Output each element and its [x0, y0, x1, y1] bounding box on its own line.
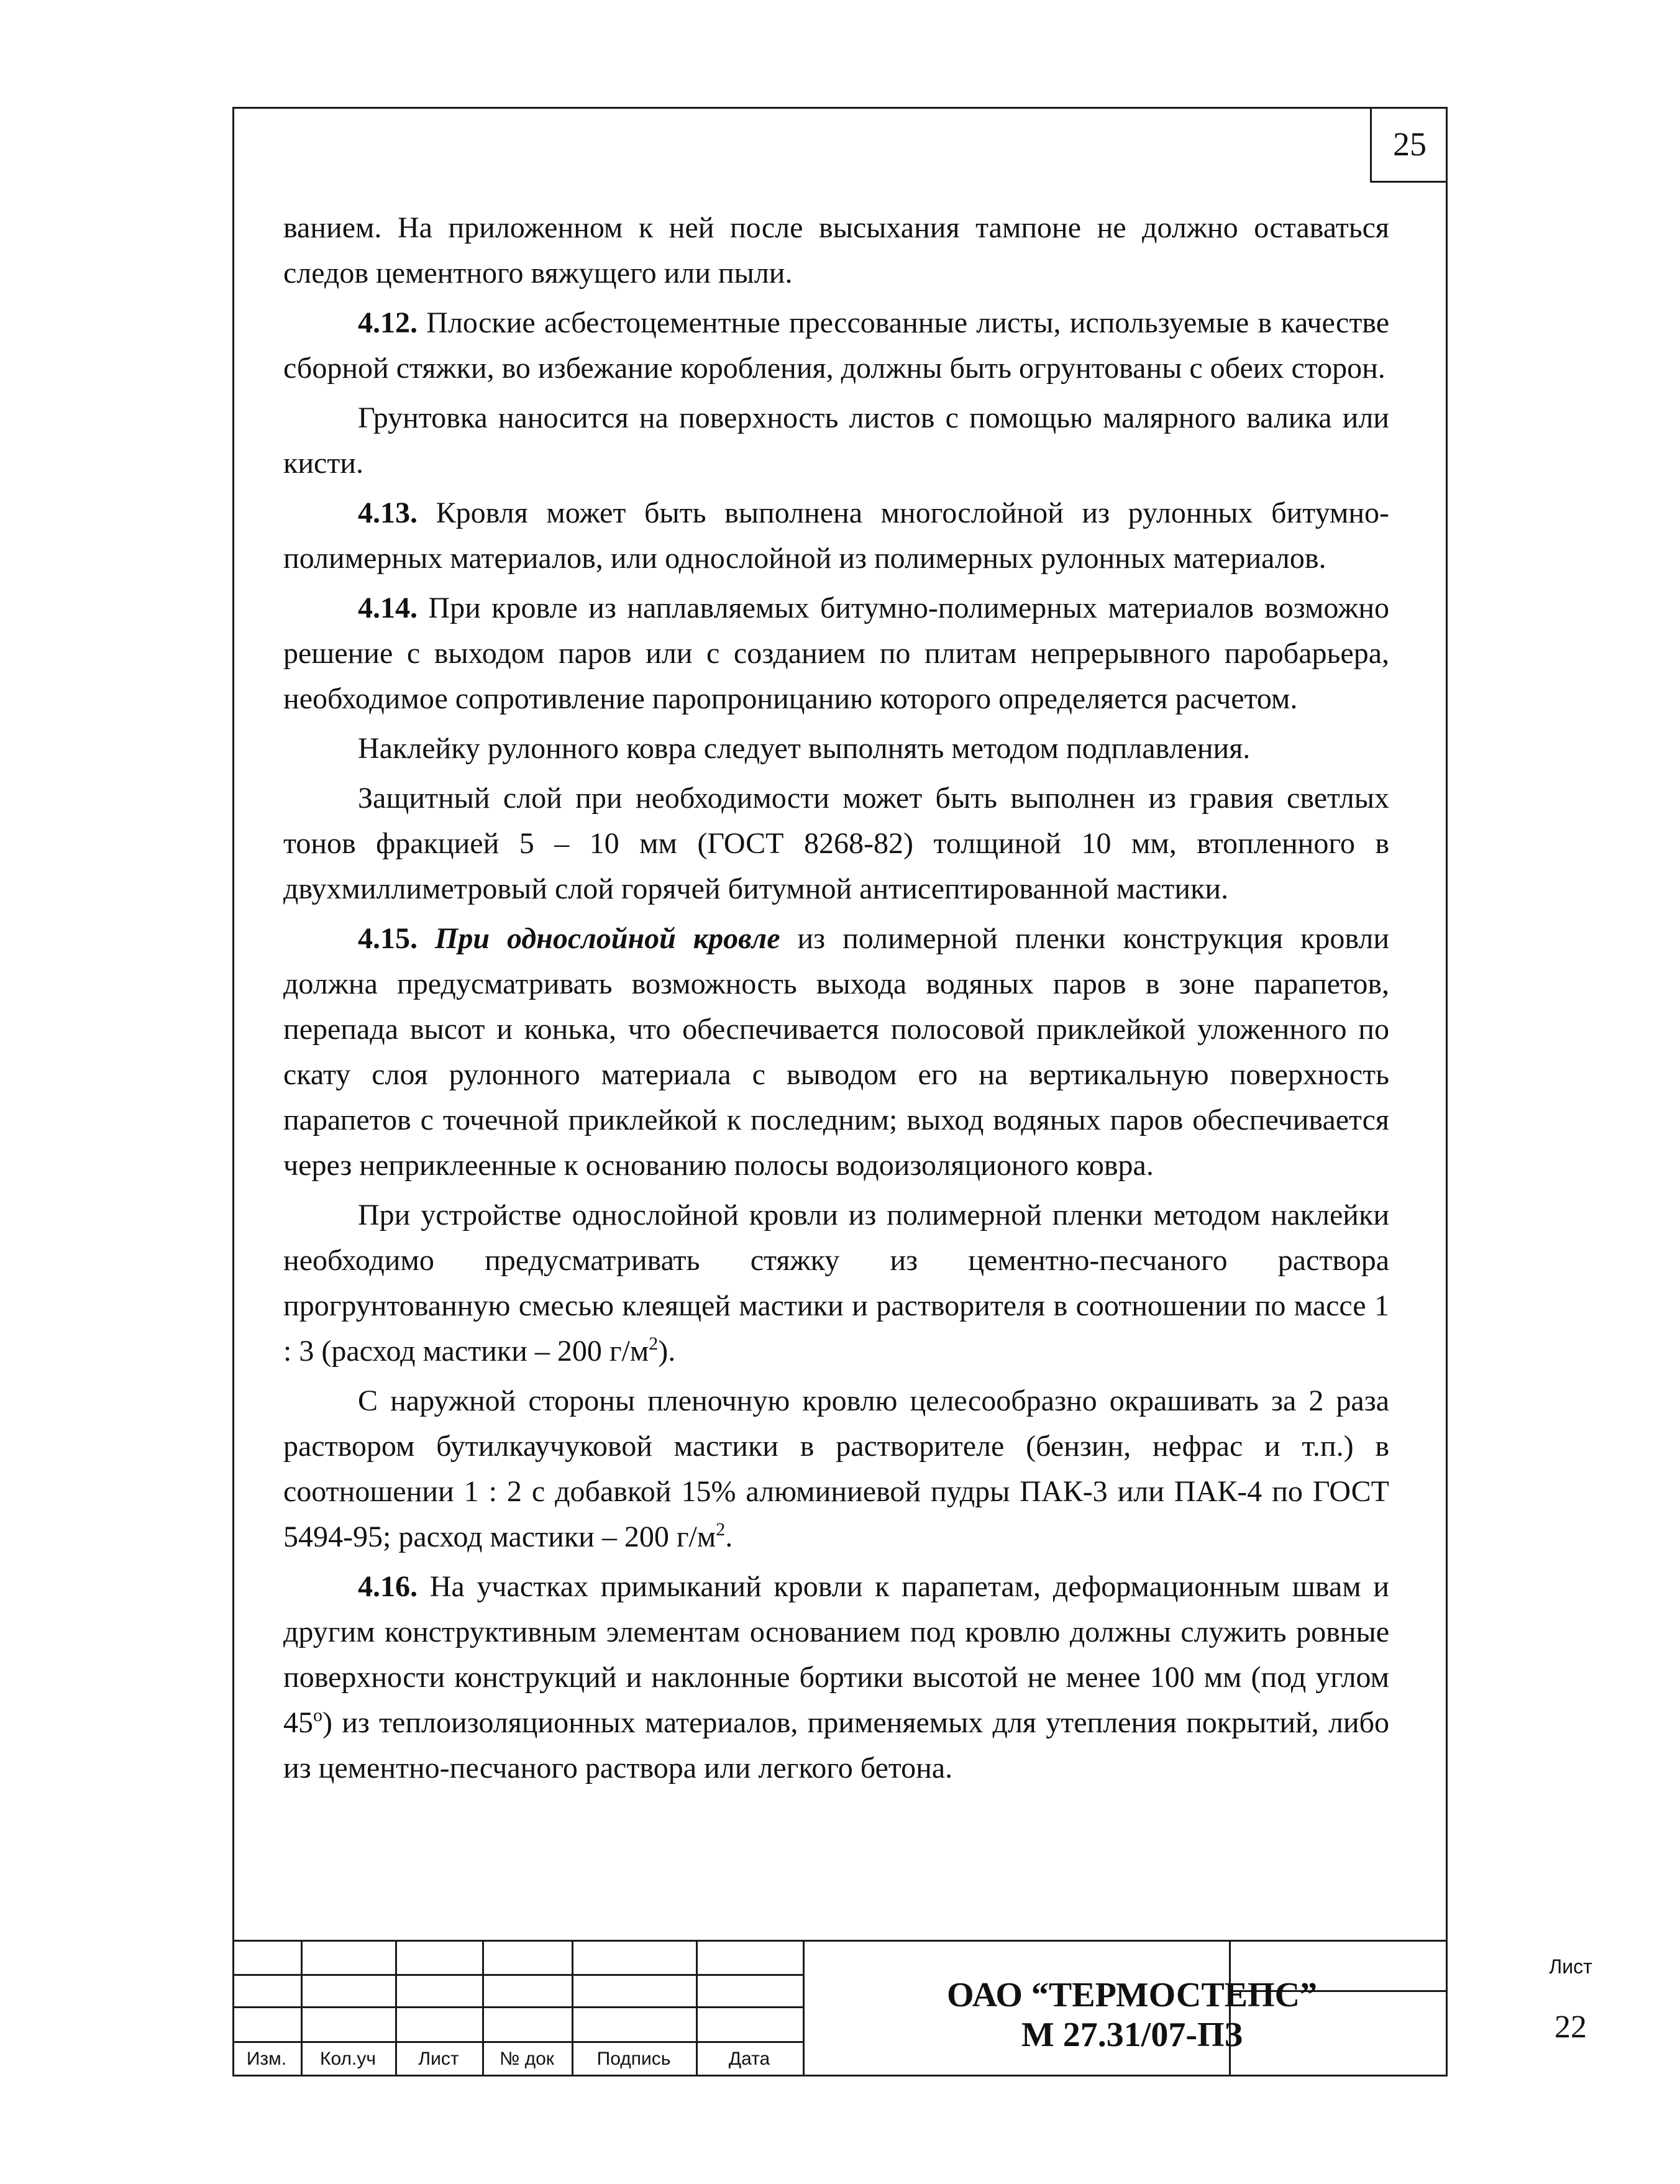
paragraph [283, 1564, 1389, 1791]
col-date: Дата [728, 2049, 770, 2069]
organization-name: ОАО “ТЕРМОСТЕПС” [946, 1976, 1318, 2014]
paragraph [283, 1192, 1389, 1374]
paragraph [283, 726, 1389, 771]
superscript: 2 [716, 1519, 726, 1540]
paragraph [283, 585, 1389, 721]
col-signature: Подпись [596, 2049, 671, 2069]
paragraph-tail: ) из теплоизоляционных материалов, применяемых для утепления покрытий, либо из цементно-песчаного раствора или легкого бетона. [283, 1706, 1389, 1784]
paragraph [283, 490, 1389, 581]
page-number: 25 [1370, 107, 1448, 183]
clause-number: 4.13. [358, 496, 418, 529]
paragraph-text: Кровля может быть выполнена многослойной из рулонных битумно-полимерных материалов, или однослойной из полимерных рулонных материалов. [283, 496, 1389, 575]
paragraph-text: Грунтовка наносится на поверхность листов с помощью малярного валика или кисти. [283, 401, 1389, 480]
paragraph-text: При кровле из наплавляемых битумно-полимерных материалов возможно решение с выходом паров или с созданием по плитам непрерывного паробарьера, необходимое сопротивление паропроницанию которого определяется расчетом. [283, 592, 1389, 715]
clause-number: 4.16. [358, 1570, 418, 1603]
paragraph-text: ванием. На приложенном к ней после высыхания тампоне не должно оставаться следов цементного вяжущего или пыли. [283, 211, 1389, 290]
paragraph [283, 300, 1389, 391]
title-block [232, 1940, 1592, 2077]
paragraph-tail: ). [658, 1335, 676, 1368]
col-change: Изм. [246, 2049, 287, 2069]
paragraph-text: С наружной стороны пленочную кровлю целесообразно окрашивать за 2 раза раствором бутилкаучуковой мастики в растворителе (бензин, нефрас и т.п.) в соотношении 1 : 2 с добавкой 15% алюминиевой пудры ПАК-3 или ПАК-4 по ГОСТ 5494-95; расход мастики – 200 г/м [283, 1384, 1389, 1553]
clause-number: 4.15. [358, 922, 418, 955]
paragraph-text: При устройстве однослойной кровли из полимерной пленки методом наклейки необходимо предусматривать стяжку из цементно-песчаного раствора прогрунтованную смесью клеящей мастики и растворителя в соотношении по массе 1 : 3 (расход мастики – 200 г/м [283, 1199, 1389, 1368]
col-quantity: Кол.уч [320, 2049, 376, 2069]
superscript: o [313, 1705, 322, 1725]
clause-number: 4.12. [358, 306, 418, 339]
col-sheet: Лист [418, 2049, 459, 2069]
col-doc-number: № док [500, 2049, 554, 2069]
sheet-label: Лист [1549, 1955, 1592, 1978]
paragraph [283, 1378, 1389, 1560]
paragraph [283, 395, 1389, 486]
superscript: 2 [649, 1333, 659, 1354]
body-text [283, 205, 1389, 1791]
paragraph-text: Наклейку рулонного ковра следует выполнять методом подплавления. [358, 732, 1251, 765]
document-code: М 27.31/07-ПЗ [1021, 2016, 1243, 2054]
paragraph-tail: . [725, 1520, 733, 1553]
sheet-number: 22 [1554, 2009, 1587, 2045]
paragraph [283, 205, 1389, 296]
paragraph [283, 916, 1389, 1188]
paragraph-text: На участках примыканий кровли к парапетам, деформационным швам и другим конструктивным элементам основанием под кровлю должны служить ровные поверхности конструкций и наклонные бортики высотой не менее 100 мм (под углом 45 [283, 1570, 1389, 1739]
paragraph-text: Плоские асбестоцементные прессованные листы, используемые в качестве сборной стяжки, во избежание коробления, должны быть огрунтованы с обеих сторон. [283, 306, 1389, 385]
emphasis-text: При однослойной кровле [434, 922, 780, 955]
paragraph-text: Защитный слой при необходимости может быть выполнен из гравия светлых тонов фракцией 5 – 10 мм (ГОСТ 8268-82) толщиной 10 мм, втопленного в двухмиллиметровый слой горячей битумной антисептированной мастики. [283, 782, 1389, 905]
clause-number: 4.14. [358, 592, 418, 624]
paragraph [283, 775, 1389, 912]
paragraph-text: из полимерной пленки конструкция кровли должна предусматривать возможность выхода водяных паров в зоне парапетов, перепада высот и конька, что обеспечивается полосовой приклейкой уложенного по скату слоя рулонного материала с выводом его на вертикальную поверхность парапетов с точечной приклейкой к последним; выход водяных паров обеспечивается через неприклеенные к основанию полосы водоизоляционого ковра. [283, 922, 1390, 1182]
